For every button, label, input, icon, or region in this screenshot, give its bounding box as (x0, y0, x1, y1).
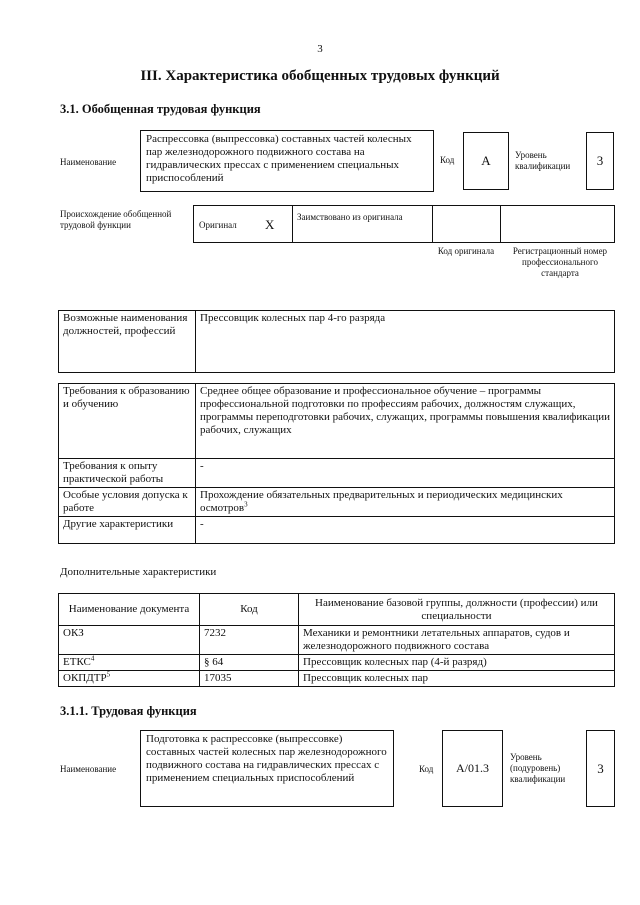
tf-name-value: Подготовка к распрессовке (выпрессовке) составных частей колесных пар железнодорожного подвижного состава на гидравлических прессах с применением специальных приспособлений (146, 733, 387, 784)
requirement-value: Прохождение обязательных предварительных и периодических медицинских осмотров (200, 489, 563, 514)
tf-level-box (586, 730, 615, 807)
code-cell: 17035 (200, 671, 299, 687)
additional-title: Дополнительные характеристики (60, 566, 217, 578)
table-row (59, 671, 615, 687)
requirements-table (58, 383, 615, 544)
origin-label: Происхождение обобщенной трудовой функции (60, 209, 172, 230)
footnote-ref: 3 (244, 500, 248, 509)
doc-cell (59, 626, 200, 655)
header-cell: Наименование документа (59, 594, 200, 626)
name-cell: Прессовщик колесных пар (4-й разряд) (299, 655, 615, 671)
header-cell: Код (200, 594, 299, 626)
origin-box (193, 205, 615, 243)
tf-code-box (442, 730, 503, 807)
code-cell: § 64 (200, 655, 299, 671)
name-cell: Прессовщик колесных пар (299, 671, 615, 687)
tf-name-label: Наименование (60, 764, 117, 774)
tf-code-value: А/01.3 (456, 761, 489, 775)
positions-label: Возможные наименования должностей, профессий (59, 311, 196, 373)
header-cell: Наименование базовой группы, должности (профессии) или специальности (299, 594, 615, 626)
requirement-label: Особые условия допуска к работе (59, 488, 196, 517)
doc-cell (59, 671, 200, 687)
tf-name-box (140, 730, 394, 807)
requirement-label: Требования к опыту практической работы (59, 459, 196, 488)
borrowed-label: Заимствовано из оригинала (297, 212, 403, 222)
table-row (59, 655, 615, 671)
gtf-level-label: Уровень квалификации (515, 150, 571, 171)
gtf-name-label: Наименование (60, 157, 117, 167)
gtf-level-value: 3 (596, 153, 604, 168)
positions-table (58, 310, 615, 373)
gtf-code-value: А (481, 153, 491, 168)
original-label: Оригинал (199, 220, 237, 230)
footnote-ref: 5 (106, 670, 111, 679)
requirement-label: Другие характеристики (59, 517, 196, 544)
requirement-value: - (196, 517, 615, 544)
gtf-name-box (140, 130, 434, 192)
origin-divider (292, 205, 293, 243)
origin-divider (432, 205, 433, 243)
origin-code-caption: Код оригинала (437, 246, 495, 256)
code-cell: 7232 (200, 626, 299, 655)
table-row (59, 626, 615, 655)
gtf-level-box (586, 132, 614, 190)
positions-value: Прессовщик колесных пар 4-го разряда (196, 311, 615, 373)
doc-name: ОКЗ (63, 627, 84, 639)
doc-cell (59, 655, 200, 671)
doc-name: ОКПДТР (63, 672, 107, 684)
gtf-code-label: Код (440, 155, 455, 165)
requirement-value: - (196, 459, 615, 488)
gtf-code-box (463, 132, 509, 190)
requirement-value-cell (196, 488, 615, 517)
additional-table (58, 593, 615, 687)
origin-divider (500, 205, 501, 243)
footnote-ref: 4 (90, 654, 95, 663)
tf-heading: 3.1.1. Трудовая функция (60, 704, 197, 718)
gtf-heading: 3.1. Обобщенная трудовая функция (60, 102, 261, 116)
name-cell: Механики и ремонтники летательных аппаратов, судов и железнодорожного подвижного состава (299, 626, 615, 655)
reg-number-caption: Регистрационный номер профессионального стандарта (512, 246, 608, 278)
tf-code-label: Код (419, 764, 434, 774)
doc-name: ЕТКС (63, 656, 91, 668)
requirement-value: Среднее общее образование и профессиональное обучение – программы профессиональной подготовки по профессиям рабочих, должностям служащих, программы переподготовки рабочих, служащих, программы повышения квалификации рабочих, служащих (196, 384, 615, 459)
section-title: III. Характеристика обобщенных трудовых функций (140, 68, 500, 84)
tf-level-label: Уровень (подуровень) квалификации (510, 752, 566, 784)
requirement-label: Требования к образованию и обучению (59, 384, 196, 459)
page-number: 3 (317, 43, 323, 55)
gtf-name-value: Распрессовка (выпрессовка) составных частей колесных пар железнодорожного подвижного состава на гидравлических прессах с применением специальных приспособлений (146, 133, 412, 184)
original-mark: Х (265, 217, 275, 232)
tf-level-value: 3 (597, 760, 604, 776)
